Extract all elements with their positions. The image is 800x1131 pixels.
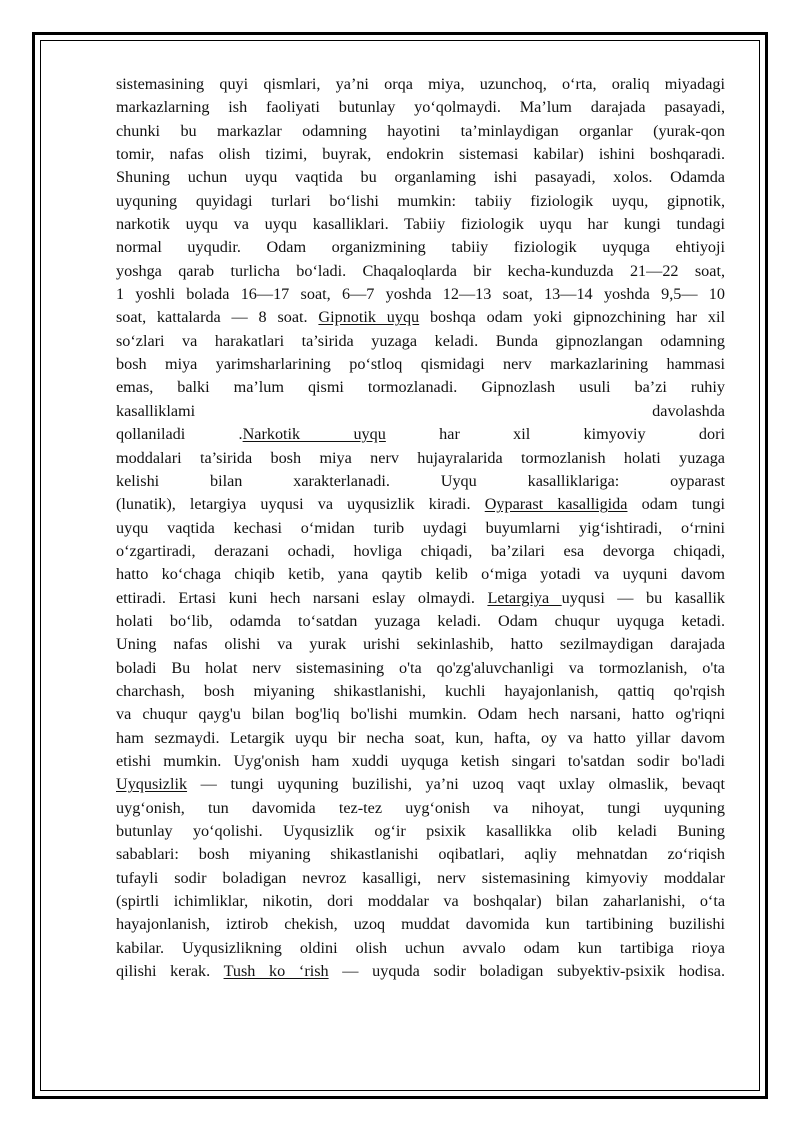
text-span: butunlay yo‘qolishi. Uyqusizlik og‘ir psixik kasallikka olib keladi Buning — [116, 822, 725, 840]
text-line — [116, 330, 725, 353]
text-span: soat, kattalarda — 8 soat. — [116, 308, 319, 327]
text-span: markazlarning ish faoliyati butunlay yo‘qolmaydi. Ma’lum darajada pasayadi, — [116, 98, 725, 117]
document-body — [116, 73, 725, 983]
text-span: uyqusi — bu kasallik — [561, 588, 725, 607]
text-line — [116, 680, 725, 703]
text-span: ham sezmaydi. Letargik uyqu bir necha soat, kun, hafta, oy va hatto yillar davom — [116, 728, 725, 747]
text-line — [116, 843, 725, 866]
text-line — [116, 890, 725, 913]
text-line — [116, 797, 725, 820]
text-line — [116, 213, 725, 236]
text-line — [116, 96, 725, 119]
text-span: so‘zlari va harakatlari ta’sirida yuzaga keladi. Bunda gipnozlangan odamning — [116, 331, 725, 350]
text-line — [116, 423, 725, 446]
text-line — [116, 73, 725, 96]
text-line — [116, 820, 725, 843]
underlined-term: Oyparast kasalligida — [484, 495, 628, 514]
text-span: boshqa odam yoki gipnozchining har xil — [419, 308, 725, 327]
text-span: chunki bu markazlar odamning hayotini ta’minlaydigan organlar (yurak-qon — [116, 121, 725, 140]
text-span: hatto ko‘chaga chiqib ketib, yana qaytib kelib o‘miga yotadi va uyquni davom — [116, 565, 725, 584]
text-span: charchash, bosh miyaning shikastlanishi, kuchli hayajonlanish, qattiq qo'rqish — [116, 681, 725, 700]
text-span: odam tungi — [627, 495, 725, 514]
text-span: emas, balki ma’lum qismi tormozlanadi. Gipnozlash usuli ba’zi ruhiy — [116, 378, 725, 397]
text-line — [116, 283, 725, 306]
text-line — [116, 470, 725, 493]
text-line — [116, 190, 725, 213]
text-span: narkotik uyqu va uyqu kasalliklari. Tabiiy fiziologik uyqu har kungi tundagi — [116, 215, 725, 234]
text-span: qollaniladi . — [116, 425, 243, 444]
text-line — [116, 400, 725, 423]
underlined-term: Tush ko ‘rish — [223, 962, 329, 981]
text-line — [116, 750, 725, 773]
text-span: va chuqur qayg'u bilan bog'liq bo'lishi mumkin. Odam hech narsani, hatto og'riqni — [116, 705, 725, 724]
text-span: qilishi kerak. — [116, 962, 224, 981]
text-line — [116, 353, 725, 376]
text-line — [116, 867, 725, 890]
text-line — [116, 703, 725, 726]
text-span: Shuning uchun uyqu vaqtida bu organlaming ishi pasayadi, xolos. Odamda — [116, 168, 725, 187]
text-span: 1 yoshli bolada 16—17 soat, 6—7 yoshda 12—13 soat, 13—14 yoshda 9,5— 10 — [116, 285, 725, 304]
text-span: sistemasining quyi qismlari, ya’ni orqa miya, uzunchoq, o‘rta, oraliq miyadagi — [116, 75, 725, 93]
text-span: — tungi uyquning buzilishi, ya’ni uzoq vaqt uxlay olmaslik, bevaqt — [187, 775, 725, 794]
text-span: hayajonlanish, iztirob chekish, uzoq muddat davomida kun tartibining buzilishi — [116, 915, 725, 934]
text-span: uyqu vaqtida kechasi o‘midan turib uydagi buyumlarni yig‘ishtiradi, o‘rnini — [116, 518, 725, 537]
text-span: boladi Bu holat nerv sistemasining o'ta qo'zg'aluvchanligi va tormozlanish, o'ta — [116, 658, 725, 677]
text-line — [116, 260, 725, 283]
text-span: yoshga qarab turlicha bo‘ladi. Chaqaloqlarda bir kecha-kunduzda 21—22 soat, — [116, 261, 725, 280]
underlined-term: Narkotik uyqu — [242, 425, 386, 444]
text-line — [116, 166, 725, 189]
text-span: etishi mumkin. Uyg'onish ham xuddi uyquga ketish singari to'satdan sodir bo'ladi — [116, 751, 725, 770]
text-span: Uning nafas olishi va yurak urishi sekinlashib, hatto sezilmaydigan darajada — [116, 635, 725, 654]
text-line — [116, 517, 725, 540]
text-line — [116, 143, 725, 166]
text-line — [116, 937, 725, 960]
text-line — [116, 773, 725, 796]
text-span: uyquning quyidagi turlari bo‘lishi mumkin: tabiiy fiziologik uyqu, gipnotik, — [116, 191, 725, 210]
text-span: kabilar. Uyqusizlikning oldini olish uchun avvalo odam kun tartibiga rioya — [116, 938, 725, 957]
text-span: tufayli sodir boladigan nevroz kasalligi, nerv sistemasining kimyoviy moddalar — [116, 868, 725, 887]
text-span: (lunatik), letargiya uyqusi va uyqusizlik kiradi. — [116, 495, 485, 514]
text-span: tomir, nafas olish tizimi, buyrak, endokrin sistemasi kabilar) ishini boshqaradi. — [116, 145, 725, 164]
text-span: kasalliklami davolashda — [116, 401, 725, 420]
text-span: — uyquda sodir boladigan subyektiv-psixik hodisa. — [328, 962, 725, 981]
text-line — [116, 236, 725, 259]
text-line — [116, 657, 725, 680]
text-span: holati bo‘lib, odamda to‘satdan yuzaga keladi. Odam chuqur uyquga ketadi. — [116, 611, 725, 630]
text-line — [116, 727, 725, 750]
text-line — [116, 633, 725, 656]
text-line — [116, 447, 725, 470]
text-line — [116, 376, 725, 399]
text-line — [116, 563, 725, 586]
text-span: ettiradi. Ertasi kuni hech narsani eslay olmaydi. — [116, 588, 488, 607]
text-span: moddalari ta’sirida bosh miya nerv hujayralarida tormozlanish holati yuzaga — [116, 448, 725, 467]
text-span: har xil kimyoviy dori — [385, 425, 725, 444]
text-line — [116, 587, 725, 610]
text-span: uyg‘onish, tun davomida tez-tez uyg‘onish va nihoyat, tungi uyquning — [116, 798, 725, 817]
text-line — [116, 913, 725, 936]
text-span: sabablari: bosh miyaning shikastlanishi oqibatlari, aqliy mehnatdan zo‘riqish — [116, 845, 725, 864]
underlined-term: Uyqusizlik — [116, 775, 188, 794]
text-span: o‘zgartiradi, derazani ochadi, hovliga chiqadi, ba’zilari esa devorga chiqadi, — [116, 541, 725, 560]
underlined-term: Gipnotik uyqu — [318, 308, 420, 327]
text-line — [116, 120, 725, 143]
text-line — [116, 610, 725, 633]
text-line — [116, 540, 725, 563]
text-span: normal uyqudir. Odam organizmining tabiiy fiziologik uyquga ehtiyoji — [116, 238, 725, 257]
text-line — [116, 960, 725, 983]
text-span: bosh miya yarimsharlarining po‘stloq qismidagi nerv markazlarining hammasi — [116, 355, 725, 374]
underlined-term: Letargiya — [487, 588, 562, 607]
text-span: kelishi bilan xarakterlanadi. Uyqu kasalliklariga: oyparast — [116, 471, 725, 490]
text-span: (spirtli ichimliklar, nikotin, dori moddalar va boshqalar) bilan zaharlanishi, o‘ta — [116, 892, 725, 911]
text-line — [116, 493, 725, 516]
text-line — [116, 306, 725, 329]
